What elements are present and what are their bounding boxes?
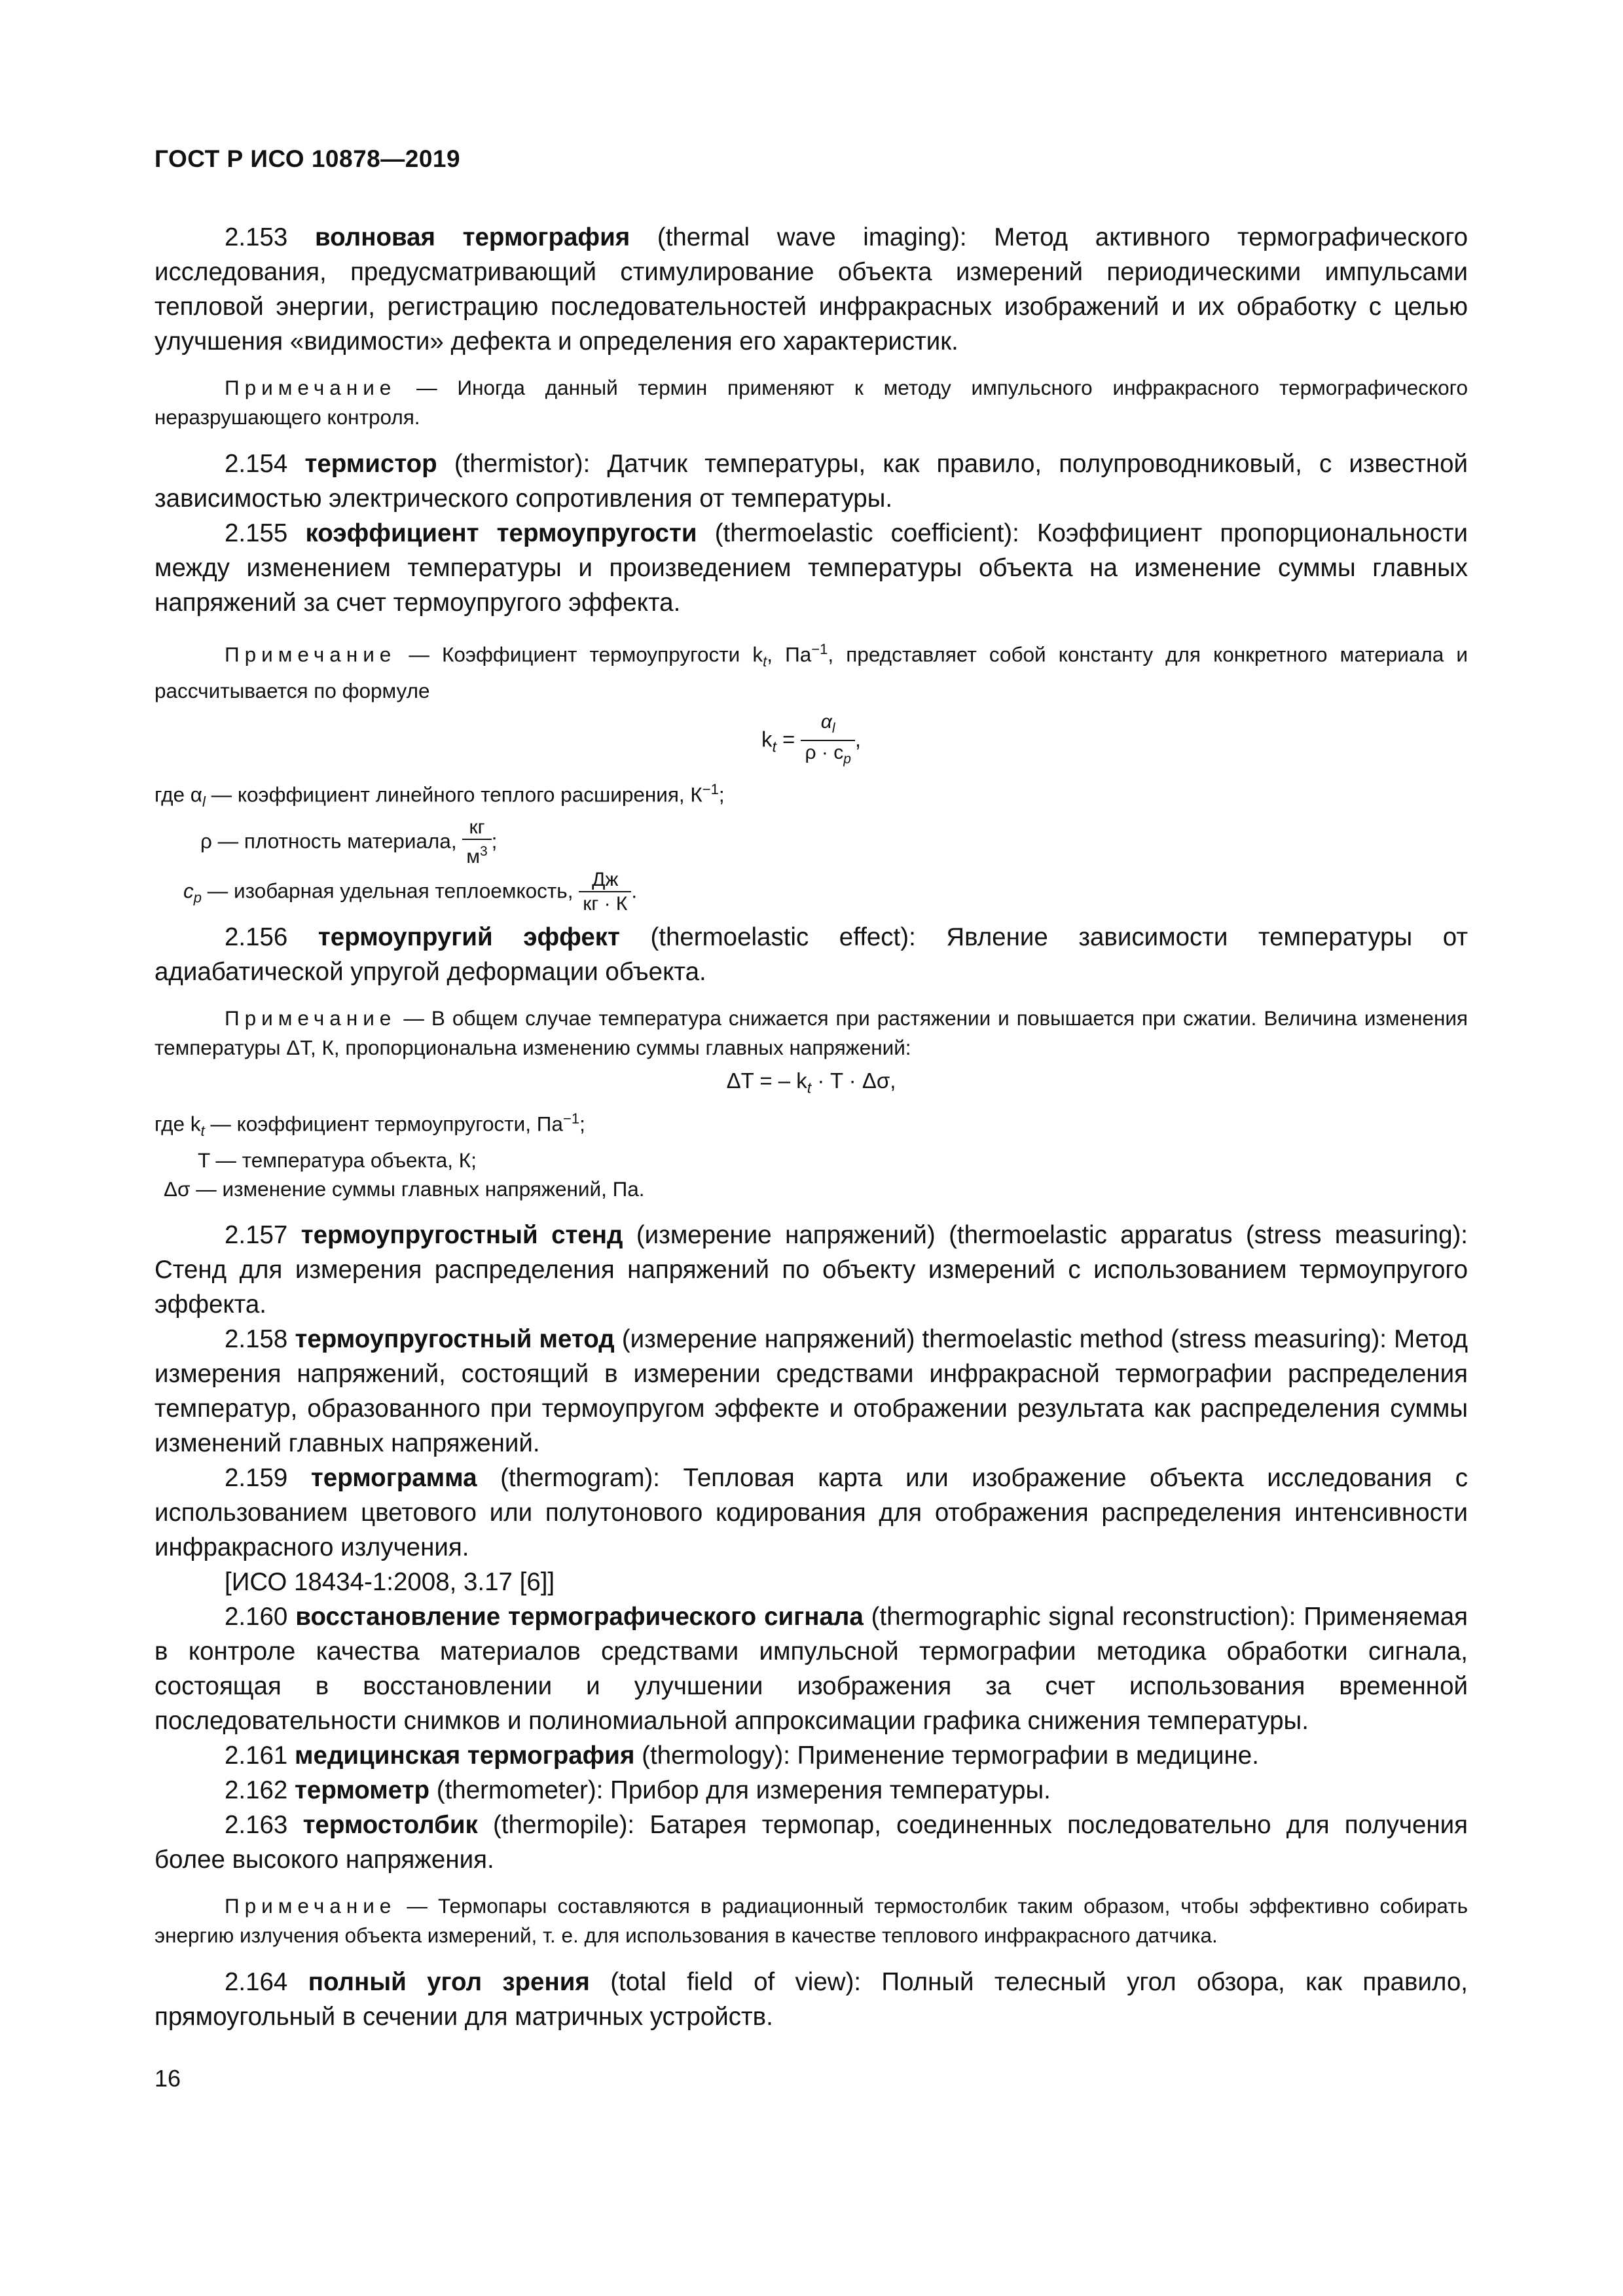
entry-number: 2.154 [225, 450, 305, 478]
formula-symbol: k [761, 727, 773, 752]
entry-text: (измерение напряжений) thermoelastic method (stress measuring): Метод измерения напряжений, состоящий в измерении средствами инфракрасной термографии распределения температур, образованного при термоупругом эффекте и отображении результата как распределения суммы изменений главных напряжений. [155, 1324, 1468, 1457]
def-symbol: c [183, 878, 194, 902]
formula-text: · T · Δσ, [811, 1068, 896, 1093]
entry-term: термограмма [310, 1463, 477, 1492]
entry-number: 2.161 [225, 1741, 295, 1770]
note-2-153 [155, 373, 1468, 432]
document-body [155, 220, 1468, 2034]
entry-term: коэффициент термоупругости [305, 519, 697, 547]
entry-term: полный угол зрения [308, 1967, 590, 1996]
note-label: Примечание [225, 376, 397, 399]
entry-2-156 [155, 920, 1468, 989]
fraction-denominator: кг · К [583, 892, 628, 915]
def-text: ; [579, 1112, 585, 1136]
entry-term: термоупругостный метод [295, 1324, 615, 1353]
note-label: Примечание [225, 642, 397, 666]
def-kt [155, 1104, 1468, 1146]
fraction-numerator: α [820, 710, 832, 733]
subscript: p [193, 889, 202, 906]
entry-2-164 [155, 1965, 1468, 2034]
def-text: где α [155, 782, 202, 807]
fraction-numerator: Дж [579, 869, 631, 892]
formula-delta-t [155, 1068, 1468, 1101]
subscript: t [807, 1079, 812, 1097]
note-label: Примечание [225, 1893, 397, 1918]
note-2-156 [155, 1004, 1468, 1063]
subscript: l [202, 793, 206, 810]
note-text: , Па [767, 642, 812, 666]
entry-number: 2.158 [225, 1324, 295, 1353]
entry-2-159 [155, 1461, 1468, 1565]
superscript: −1 [562, 1110, 580, 1127]
formula-operator: = [776, 727, 801, 752]
note-text: — В общем случае температура снижается при растяжении и повышается при сжатии. Величина изменения температуры ΔT, К, пропорциональна изменению суммы главных напряжений: [155, 1006, 1468, 1059]
entry-text: (измерение напряжений) (thermoelastic apparatus (stress measuring): Стенд для измерения распределения напряжений по объекту измерений с использованием термоупругого эффекта. [155, 1220, 1468, 1319]
def-text: ρ — плотность материала, [200, 828, 463, 852]
def-cp [155, 869, 1468, 916]
entry-text: (thermopile): Батарея термопар, соединенных последовательно для получения более высокого напряжения. [155, 1810, 1468, 1874]
entry-term: медицинская термография [295, 1741, 635, 1770]
note-text: — Иногда данный термин применяют к методу импульсного инфракрасного термографического неразрушающего контроля. [155, 376, 1468, 429]
entry-number: 2.159 [225, 1463, 311, 1492]
entry-2-162 [155, 1773, 1468, 1808]
entry-text: (thermographic signal reconstruction): Применяемая в контроле качества материалов средствами импульсной термографии методика обработки сигнала, состоящая в восстановлении и улучшении изображения за счет использования временной последовательности снимков и полиномиальной аппроксимации графика снижения температуры. [155, 1602, 1468, 1735]
superscript: −1 [702, 780, 719, 797]
entry-number: 2.155 [225, 519, 306, 547]
fraction-denominator: м [466, 845, 480, 867]
note-text: — Коэффициент термоупругости k [396, 642, 763, 666]
def-text: — коэффициент термоупругости, Па [204, 1112, 563, 1136]
def-delta-sigma: Δσ — изменение суммы главных напряжений, Па. [164, 1176, 645, 1201]
entry-number: 2.164 [225, 1967, 308, 1996]
entry-2-155 [155, 516, 1468, 620]
entry-number: 2.156 [225, 922, 318, 951]
entry-number: 2.153 [225, 223, 316, 251]
entry-term: термоупругостный стенд [301, 1220, 623, 1249]
def-alpha [155, 775, 1468, 816]
subscript: t [772, 738, 776, 756]
entry-number: 2.157 [225, 1220, 301, 1249]
running-header: ГОСТ Р ИСО 10878—2019 [155, 145, 461, 172]
subscript: l [831, 720, 835, 736]
entry-text: (thermistor): Датчик температуры, как правило, полупроводниковый, с известной зависимостью электрического сопротивления от температуры. [155, 450, 1468, 513]
entry-term: волновая термография [315, 223, 630, 251]
note-2-155 [155, 634, 1468, 706]
def-t: T — температура объекта, К; [198, 1148, 477, 1172]
entry-text: (thermology): Применение термографии в медицине. [634, 1741, 1259, 1770]
entry-term: термометр [295, 1776, 430, 1804]
note-label: Примечание [225, 1006, 397, 1030]
def-text: . [631, 878, 638, 902]
page-number: 16 [155, 2065, 181, 2092]
entry-text: (thermoelastic effect): Явление зависимости температуры от адиабатической упругой деформации объекта. [155, 922, 1468, 986]
entry-number: 2.163 [225, 1810, 303, 1839]
entry-text: (thermometer): Прибор для измерения температуры. [429, 1776, 1051, 1804]
entry-term: термостолбик [302, 1810, 478, 1839]
def-rho [155, 816, 1468, 869]
entry-2-163 [155, 1808, 1468, 1877]
entry-text: (thermogram): Тепловая карта или изображение объекта исследования с использованием цветового или полутонового кодирования для отображения распределения интенсивности инфракрасного излучения. [155, 1463, 1468, 1561]
entry-2-153 [155, 220, 1468, 359]
entry-number: 2.160 [225, 1602, 296, 1631]
subscript: p [843, 751, 851, 767]
subscript: t [763, 653, 767, 670]
formula-thermoelastic-coefficient [155, 711, 1468, 771]
entry-2-161 [155, 1738, 1468, 1773]
entry-2-159-reference: [ИСО 18434-1:2008, 3.17 [6]] [225, 1567, 555, 1596]
def-text: — коэффициент линейного теплого расширения, К [205, 782, 702, 807]
formula-punct: , [854, 727, 862, 752]
entry-2-154 [155, 446, 1468, 516]
formula-fraction [801, 711, 854, 771]
entry-term: термистор [304, 450, 437, 478]
entry-text: (thermoelastic coefficient): Коэффициент пропорциональности между изменением температуры и произведением температуры объекта на изменение суммы главных напряжений за счет термоупругого эффекта. [155, 519, 1468, 617]
def-text: где k [155, 1112, 201, 1136]
note-text: , представляет собой константу для конкретного материала и рассчитывается по формуле [155, 642, 1468, 702]
fraction-numerator: кг [462, 816, 491, 840]
entry-2-158 [155, 1322, 1468, 1461]
entry-term: термоупругий эффект [318, 922, 620, 951]
entry-text: (thermal wave imaging): Метод активного термографического исследования, предусматривающий стимулирование объекта измерений периодическими импульсами тепловой энергии, регистрацию последовательностей инфракрасных изображений и их обработку с целью улучшения «видимости» дефекта и определения его характеристик. [155, 223, 1468, 355]
subscript: t [200, 1122, 205, 1139]
def-text: ; [491, 828, 498, 852]
entry-2-157 [155, 1218, 1468, 1322]
note-text: — Термопары составляются в радиационный термостолбик таким образом, чтобы эффективно собирать энергию излучения объекта измерений, т. е. для использования в качестве теплового инфракрасного датчика. [155, 1893, 1468, 1947]
def-text: — изобарная удельная теплоемкость, [202, 878, 579, 902]
fraction-denominator: ρ · c [805, 741, 844, 763]
entry-term: восстановление термографического сигнала [295, 1602, 864, 1631]
note-2-163 [155, 1891, 1468, 1950]
entry-text: (total field of view): Полный телесный угол обзора, как правило, прямоугольный в сечении для матричных устройств. [155, 1967, 1468, 2031]
unit-fraction [579, 869, 631, 916]
formula-text: ΔT = – k [726, 1068, 807, 1093]
unit-fraction [462, 816, 491, 869]
def-text: ; [718, 782, 725, 807]
entry-number: 2.162 [225, 1776, 295, 1804]
superscript: 3 [479, 843, 488, 859]
entry-2-160 [155, 1599, 1468, 1738]
superscript: −1 [811, 641, 828, 657]
